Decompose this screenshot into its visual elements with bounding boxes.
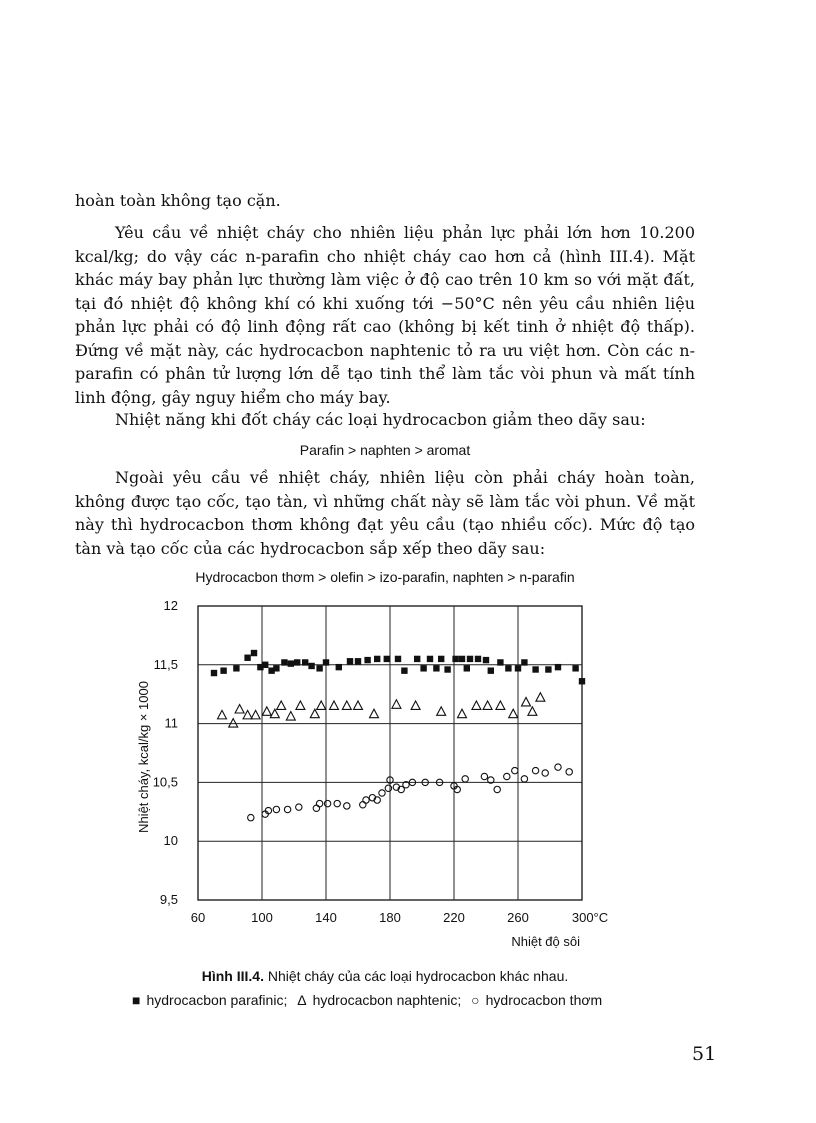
paraffinic-point xyxy=(262,662,268,668)
paraffinic-point xyxy=(488,667,494,673)
figure-legend xyxy=(132,992,608,1008)
aromatic-point xyxy=(344,803,350,809)
naphthenic-point xyxy=(411,701,420,710)
x-tick-label: 300°C xyxy=(571,910,609,925)
paraffinic-point xyxy=(273,665,279,671)
naphthenic-point xyxy=(286,712,295,721)
paragraph-heat-requirement: Yêu cầu về nhiệt cháy cho nhiên liệu phản lực phải lớn hơn 10.200 kcal/kg; do vậy các n-parafin cho nhiệt cháy cao hơn cả (hình III.4). Mặt khác máy bay phản lực thường làm việc ở độ cao trên 10 km so với mặt đất, tại đó nhiệt độ không khí có khi xuống tới −50°C nên yêu cầu nhiên liệu phản lực phải có độ linh động rất cao (không bị kết tinh ở nhiệt độ thấp). Đứng về mặt này, các hydrocacbon naphtenic tỏ ra ưu việt hơn. Còn các n-parafin có phân tử lượng lớn dễ tạo tinh thể làm tắc vòi phun và mất tính linh động, gây nguy hiểm cho máy bay. xyxy=(75,223,695,407)
naphthenic-point xyxy=(536,693,545,702)
paraffinic-point xyxy=(374,656,380,662)
aromatic-point xyxy=(379,790,385,796)
naphthenic-point xyxy=(522,697,531,706)
figure-caption xyxy=(75,968,695,984)
naphthenic-point xyxy=(229,719,238,728)
naphthenic-point xyxy=(310,709,319,718)
aromatic-point xyxy=(512,767,518,773)
paraffinic-point xyxy=(497,659,503,665)
naphthenic-point xyxy=(270,709,279,718)
x-tick-label: 180 xyxy=(379,910,401,925)
aromatic-point xyxy=(504,773,510,779)
naphthenic-point xyxy=(218,710,227,719)
aromatic-point xyxy=(494,786,500,792)
paraffinic-point xyxy=(302,659,308,665)
legend-paraffinic: hydrocacbon parafinic; xyxy=(146,992,288,1008)
paraffinic-point xyxy=(475,656,481,662)
paragraph-coke-requirement: Ngoài yêu cầu về nhiệt cháy, nhiên liệu còn phải cháy hoàn toàn, không được tạo cốc, tạo tàn, vì những chất này sẽ làm tắc vòi phun. Về mặt này thì hydrocacbon thơm không đạt yêu cầu (tạo nhiều cốc). Mức độ tạo tàn và tạo cốc của các hydrocacbon sắp xếp theo dãy sau: xyxy=(75,468,695,558)
paraffinic-point xyxy=(347,658,353,664)
naphthenic-point xyxy=(528,707,537,716)
naphthenic-point xyxy=(496,701,505,710)
paraffinic-point xyxy=(467,656,473,662)
coke-series-line: Hydrocacbon thơm > olefin > izo-parafin, naphten > n-parafin xyxy=(195,569,575,585)
naphthenic-point xyxy=(235,704,244,713)
x-tick-label: 220 xyxy=(443,910,465,925)
aromatic-point xyxy=(360,802,366,808)
y-tick-label: 11,5 xyxy=(153,656,178,672)
paraffinic-point xyxy=(521,659,527,665)
paraffinic-point xyxy=(505,665,511,671)
x-tick-label: 140 xyxy=(315,910,337,925)
chart-svg xyxy=(130,590,630,960)
naphthenic-point xyxy=(330,701,339,710)
legend-aromatic: hydrocacbon thơm xyxy=(485,992,603,1008)
paraffinic-point xyxy=(384,656,390,662)
x-tick-label: 260 xyxy=(507,910,529,925)
paraffinic-point xyxy=(401,667,407,673)
paraffinic-point xyxy=(444,666,450,672)
y-tick-label: 10 xyxy=(163,833,178,849)
naphthenic-point xyxy=(437,707,446,716)
page-number: 51 xyxy=(692,1043,717,1065)
paraffinic-point xyxy=(433,665,439,671)
paraffinic-point xyxy=(251,650,257,656)
naphthenic-point xyxy=(354,701,363,710)
naphthenic-point xyxy=(509,709,518,718)
aromatic-point xyxy=(324,800,330,806)
x-tick-label: 60 xyxy=(190,910,206,925)
naphthenic-point xyxy=(277,701,286,710)
naphthenic-point xyxy=(370,709,379,718)
y-tick-label: 10,5 xyxy=(152,774,178,790)
paraffinic-point xyxy=(515,665,521,671)
naphthenic-point xyxy=(251,710,260,719)
y-tick-label: 12 xyxy=(163,598,178,613)
paraffinic-point xyxy=(244,655,250,661)
paraffinic-point xyxy=(355,658,361,664)
figure-label: Hình III.4. xyxy=(201,968,264,984)
paraffinic-point xyxy=(294,659,300,665)
paraffinic-point xyxy=(459,656,465,662)
y-tick-label: 9,5 xyxy=(159,892,178,907)
aromatic-point xyxy=(532,767,538,773)
naphthenic-point xyxy=(243,710,252,719)
naphthenic-point xyxy=(472,701,481,710)
legend-naphthenic: hydrocacbon naphtenic; xyxy=(312,992,462,1008)
aromatic-point xyxy=(542,770,548,776)
aromatic-point xyxy=(566,769,572,775)
paraffinic-point xyxy=(572,665,578,671)
naphthenic-point xyxy=(317,701,326,710)
aromatic-point xyxy=(248,814,254,820)
naphthenic-point xyxy=(483,701,492,710)
square-marker-icon: ■ xyxy=(132,992,141,1008)
naphthenic-point xyxy=(392,700,401,709)
paragraph-heat-series-intro: Nhiệt năng khi đốt cháy các loại hydrocacbon giảm theo dãy sau: xyxy=(115,410,646,429)
paraffinic-point xyxy=(545,666,551,672)
paraffinic-point xyxy=(336,664,342,670)
aromatic-point xyxy=(462,776,468,782)
paraffinic-point xyxy=(395,656,401,662)
paraffinic-point xyxy=(532,666,538,672)
naphthenic-point xyxy=(458,709,467,718)
aromatic-point xyxy=(296,804,302,810)
paraffinic-point xyxy=(483,657,489,663)
paraffinic-point xyxy=(364,657,370,663)
paraffinic-point xyxy=(308,663,314,669)
aromatic-point xyxy=(363,797,369,803)
paraffinic-point xyxy=(464,665,470,671)
paraffinic-point xyxy=(211,670,217,676)
naphthenic-point xyxy=(262,707,271,716)
aromatic-point xyxy=(385,785,391,791)
circle-marker-icon: ○ xyxy=(471,992,480,1008)
paraffinic-point xyxy=(452,656,458,662)
aromatic-point xyxy=(521,776,527,782)
paraffinic-point xyxy=(316,665,322,671)
paraffinic-point xyxy=(555,664,561,670)
paragraph-intro: hoàn toàn không tạo cặn. xyxy=(75,191,281,210)
paraffinic-point xyxy=(414,656,420,662)
aromatic-point xyxy=(481,773,487,779)
paraffinic-point xyxy=(281,659,287,665)
aromatic-point xyxy=(555,764,561,770)
paraffinic-point xyxy=(420,665,426,671)
x-axis-label: Nhiệt độ sôi xyxy=(511,934,580,949)
triangle-marker-icon: Δ xyxy=(297,992,307,1008)
y-tick-label: 11 xyxy=(164,715,178,731)
naphthenic-point xyxy=(296,701,305,710)
aromatic-point xyxy=(334,800,340,806)
heat-of-combustion-chart xyxy=(130,590,630,960)
paraffinic-point xyxy=(233,665,239,671)
heat-series-line: Parafin > naphten > aromat xyxy=(299,442,471,458)
aromatic-point xyxy=(316,800,322,806)
paraffinic-point xyxy=(288,660,294,666)
paraffinic-point xyxy=(438,656,444,662)
figure-caption-text: Nhiệt cháy của các loại hydrocacbon khác nhau. xyxy=(263,968,569,984)
x-tick-label: 100 xyxy=(251,910,273,925)
aromatic-point xyxy=(273,806,279,812)
paraffinic-point xyxy=(220,667,226,673)
aromatic-point xyxy=(284,806,290,812)
aromatic-point xyxy=(313,805,319,811)
paraffinic-point xyxy=(579,678,585,684)
naphthenic-point xyxy=(342,701,351,710)
paraffinic-point xyxy=(323,659,329,665)
y-axis-label: Nhiệt cháy, kcal/kg × 1000 xyxy=(136,681,151,833)
paraffinic-point xyxy=(427,656,433,662)
